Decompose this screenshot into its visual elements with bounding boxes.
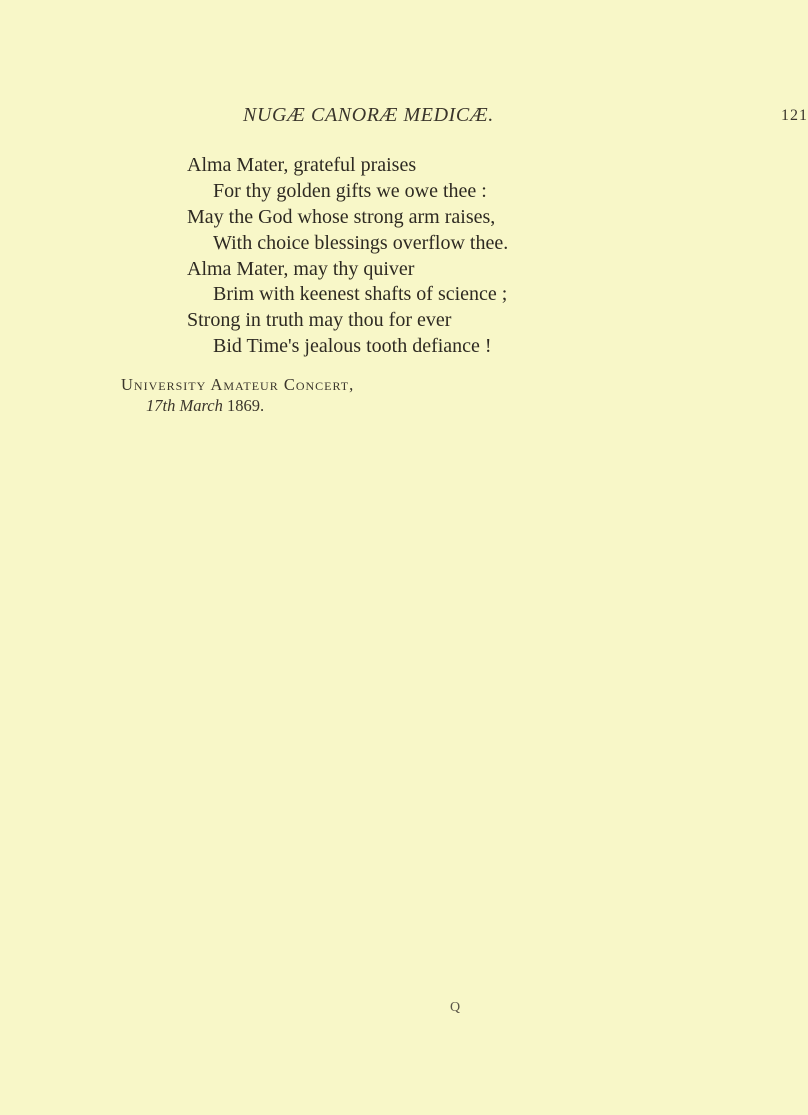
page-number: 121 (781, 107, 808, 124)
poem-line-7: Strong in truth may thou for ever (187, 309, 452, 331)
poem-line-3: May the God whose strong arm raises, (187, 206, 496, 228)
running-head-title: NUGÆ CANORÆ MEDICÆ. (243, 104, 494, 126)
signature-venue: University Amateur Concert, (121, 375, 355, 394)
signature-date-day: 17th March (146, 396, 223, 415)
signature-date-year: 1869. (226, 396, 265, 415)
poem-line-8: Bid Time's jealous tooth defiance ! (213, 335, 492, 357)
signature-date (146, 396, 264, 416)
poem-line-1: Alma Mater, grateful praises (187, 154, 417, 176)
poem-line-5: Alma Mater, may thy quiver (187, 258, 415, 280)
poem-line-6: Brim with keenest shafts of science ; (213, 283, 508, 305)
printer-signature-mark: Q (450, 1000, 461, 1015)
poem-line-4: With choice blessings overflow thee. (213, 232, 509, 254)
poem-line-2: For thy golden gifts we owe thee : (213, 180, 487, 202)
